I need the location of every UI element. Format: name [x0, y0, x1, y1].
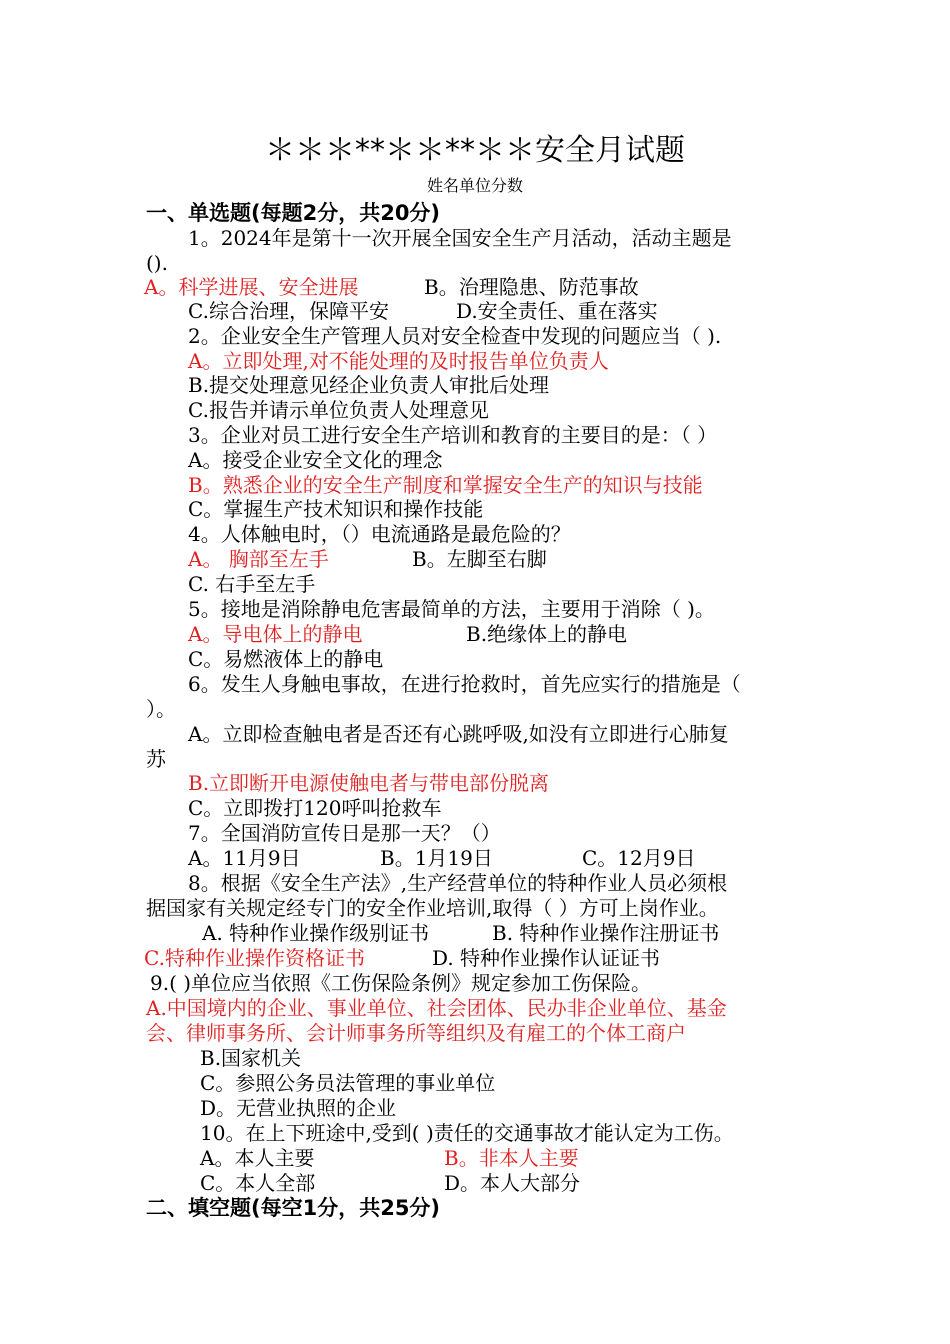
q5-option-a: A。导电体上的静电 — [188, 622, 363, 646]
q8-option-b: B. 特种作业操作注册证书 — [492, 921, 720, 945]
q1-option-a: A。科学进展、安全进展 — [144, 275, 359, 299]
q1-option-c: C.综合治理，保障平安 — [188, 299, 389, 323]
q10-option-c: C。本人全部 — [200, 1171, 316, 1195]
section-2-heading: 二、填空题(每空1分，共25分) — [146, 1196, 441, 1220]
q2-stem: 2。企业安全生产管理人员对安全检查中发现的问题应当（ ). — [188, 324, 722, 348]
q6-option-c: C。立即拨打120呼叫抢救车 — [188, 796, 442, 820]
section-1-heading: 一、单选题(每题2分，共20分) — [146, 201, 441, 225]
q2-option-a: A。立即处理,对不能处理的及时报告单位负责人 — [188, 349, 609, 373]
q10-option-d: D。本人大部分 — [444, 1171, 581, 1195]
q6-option-a: A。立即检查触电者是否还有心跳呼吸,如没有立即进行心肺复 — [188, 722, 729, 746]
q1-option-d: D.安全责任、重在落实 — [456, 299, 658, 323]
q9-option-a-cont: 会、律师事务所、会计师事务所等组织及有雇工的个体工商户 — [146, 1021, 686, 1045]
q6-stem-cont: ）。 — [146, 697, 176, 721]
q7-option-b: B。1月19日 — [380, 846, 493, 870]
q9-option-a: A.中国境内的企业、事业单位、社会团体、民办非企业单位、基金 — [146, 996, 727, 1020]
q5-option-c: C。易燃液体上的静电 — [188, 647, 384, 671]
q3-option-c: C。掌握生产技术知识和操作技能 — [188, 497, 484, 521]
q4-stem: 4。人体触电时，（）电流通路是最危险的？ — [188, 522, 571, 546]
q6-stem: 6。发生人身触电事故，在进行抢救时，首先应实行的措施是（ — [188, 672, 741, 696]
q8-option-c: C.特种作业操作资格证书 — [144, 946, 365, 970]
q6-option-a-cont: 苏 — [146, 747, 166, 771]
q2-option-c: C.报告并请示单位负责人处理意见 — [188, 398, 489, 422]
q9-option-c: C。参照公务员法管理的事业单位 — [200, 1071, 496, 1095]
q1-stem-cont: (). — [146, 251, 168, 275]
q4-option-c: C. 右手至左手 — [188, 572, 316, 596]
q5-option-b: B.绝缘体上的静电 — [466, 622, 628, 646]
q5-stem: 5。接地是消除静电危害最简单的方法，主要用于消除（ )。 — [188, 597, 715, 621]
q8-stem-cont: 据国家有关规定经专门的安全作业培训,取得（ ）方可上岗作业。 — [146, 896, 719, 920]
q10-option-b: B。非本人主要 — [444, 1146, 579, 1170]
q10-option-a: A。本人主要 — [200, 1146, 315, 1170]
q7-option-c: C。12月9日 — [582, 846, 696, 870]
q6-option-b: B.立即断开电源使触电者与带电部份脱离 — [188, 771, 550, 795]
q7-stem: 7。全国消防宣传日是那一天？（） — [188, 821, 501, 845]
name-unit-score-line: 姓名单位分数 — [426, 176, 523, 195]
q10-stem: 10。在上下班途中,受到( )责任的交通事故才能认定为工伤。 — [200, 1121, 734, 1145]
q9-stem: 9.( )单位应当依照《工伤保险条例》规定参加工伤保险。 — [150, 971, 652, 995]
q4-option-b: B。左脚至右脚 — [412, 547, 547, 571]
q3-option-a: A。接受企业安全文化的理念 — [188, 448, 443, 472]
q4-option-a: A。 胸部至左手 — [188, 547, 329, 571]
page-title: ＊＊＊**＊＊**＊＊安全月试题 — [265, 133, 685, 168]
q8-option-d: D. 特种作业操作认证证书 — [432, 946, 661, 970]
q8-option-a: A. 特种作业操作级别证书 — [202, 921, 430, 945]
q3-stem: 3。企业对员工进行安全生产培训和教育的主要目的是：（ ） — [188, 423, 718, 447]
q9-option-b: B.国家机关 — [200, 1046, 302, 1070]
q1-stem: 1。2024年是第十一次开展全国安全生产月活动，活动主题是 — [188, 226, 732, 250]
q2-option-b: B.提交处理意见经企业负责人审批后处理 — [188, 373, 550, 397]
q8-stem: 8。根据《安全生产法》,生产经营单位的特种作业人员必须根 — [188, 871, 728, 895]
q9-option-d: D。无营业执照的企业 — [200, 1096, 397, 1120]
q7-option-a: A。11月9日 — [188, 846, 301, 870]
q3-option-b: B。熟悉企业的安全生产制度和掌握安全生产的知识与技能 — [188, 473, 703, 497]
q1-option-b: B。治理隐患、防范事故 — [424, 275, 639, 299]
